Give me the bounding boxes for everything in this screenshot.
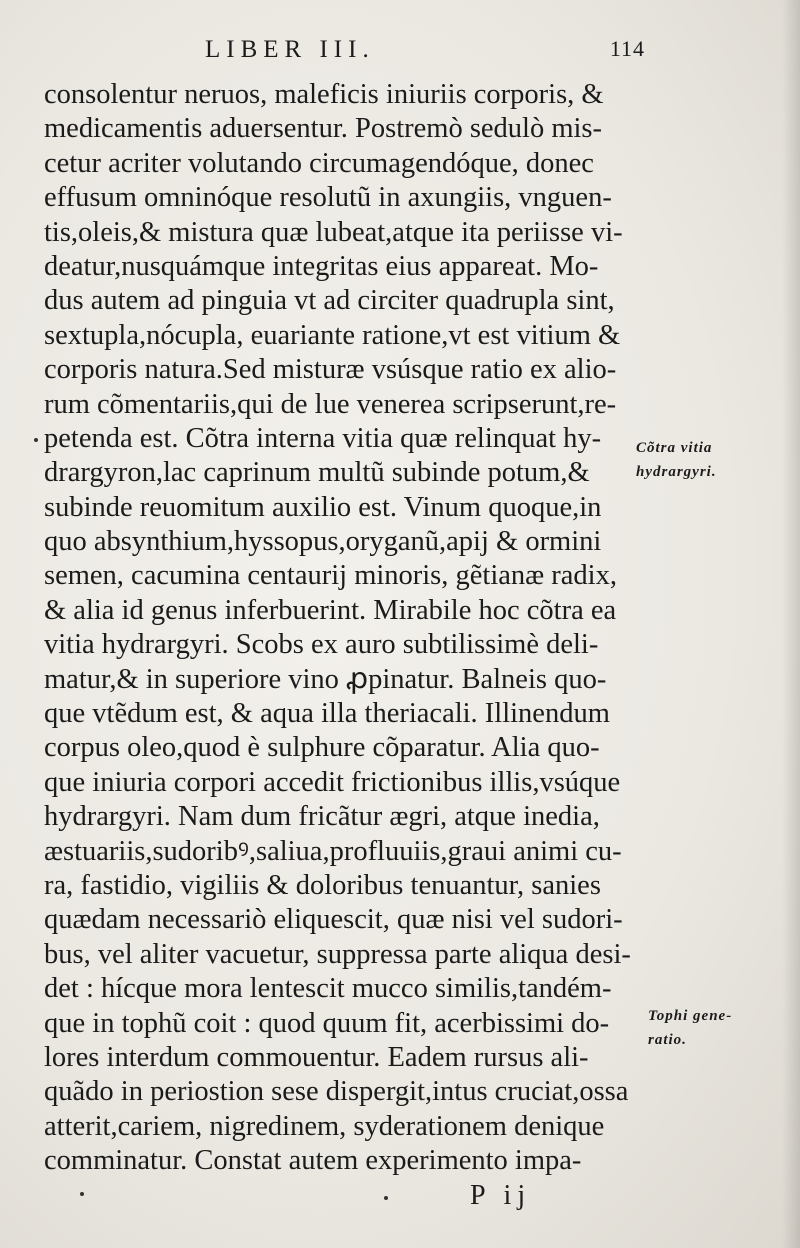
text-line: subinde reuomitum auxilio est. Vinum quoque,in [44, 491, 602, 523]
text-line: rum cõmentariis,qui de lue venerea scripserunt,re- [44, 388, 617, 420]
text-line: que in tophũ coit : quod quum fit, acerbissimi do- [44, 1007, 610, 1039]
text-line: que iniuria corpori accedit frictionibus illis,vsúque [44, 766, 621, 798]
text-line: deatur,nusquámque integritas eius appareat. Mo- [44, 250, 599, 282]
text-line: petenda est. Cõtra interna vitia quæ relinquat hy- [44, 422, 602, 454]
text-line: det : hícque mora lentescit mucco similis,tandém- [44, 973, 612, 1005]
running-head: LIBER III. [205, 36, 375, 63]
text-line: consolentur neruos, maleficis iniuriis corporis, & [44, 79, 604, 110]
marginal-note-line: Tophi gene- [648, 1008, 733, 1024]
text-line: corpus oleo,quod è sulphure cõparatur. Alia quo- [44, 732, 600, 764]
text-line: corporis natura.Sed misturæ vsúsque ratio ex alio- [44, 354, 617, 386]
marginal-note-contra-vitia [636, 436, 776, 484]
text-line: matur,& in superiore vino ꝓpinatur. Balneis quo- [44, 663, 607, 695]
text-line: lores interdum commouentur. Eadem rursus ali- [44, 1041, 589, 1073]
text-line: dus autem ad pinguia vt ad circiter quadrupla sint, [44, 285, 615, 317]
text-line: effusum omninóque resolutũ in axungiis, vnguen- [44, 182, 612, 214]
ink-speck [80, 1192, 84, 1196]
ink-speck [34, 438, 38, 442]
marginal-note-line: hydrargyri. [636, 464, 717, 480]
main-text-block [44, 78, 640, 1179]
text-line: & alia id genus inferbuerint. Mirabile hoc cõtra ea [44, 594, 617, 626]
text-line: comminatur. Constat autem experimento impa- [44, 1145, 582, 1177]
text-line: atterit,cariem, nigredinem, syderationem denique [44, 1110, 605, 1142]
text-line: semen, cacumina centaurij minoris, gẽtianæ radix, [44, 560, 617, 592]
signature-mark: P ij [470, 1180, 532, 1211]
text-line: quãdo in periostion sese dispergit,intus cruciat,ossa [44, 1076, 629, 1108]
text-line: quædam necessariò eliquescit, quæ nisi vel sudori- [44, 904, 623, 936]
text-line: sextupla,nócupla, euariante ratione,vt est vitium & [44, 319, 621, 351]
text-line: cetur acriter volutando circumagendóque, donec [44, 147, 594, 179]
text-line: quo absynthium,hyssopus,oryganũ,apij & ormini [44, 526, 602, 558]
marginal-note-tophi [648, 1004, 788, 1052]
marginal-note-line: Cõtra vitia [636, 440, 713, 456]
text-line: drargyron,lac caprinum multũ subinde potum,& [44, 457, 590, 489]
marginal-note-line: ratio. [648, 1032, 687, 1048]
text-line: tis,oleis,& mistura quæ lubeat,atque ita periisse vi- [44, 216, 623, 248]
text-line: ra, fastidio, vigiliis & doloribus tenuantur, sanies [44, 869, 601, 901]
text-line: bus, vel aliter vacuetur, suppressa parte aliqua desi- [44, 938, 631, 970]
folio-number: 114 [609, 36, 645, 61]
text-line: hydrargyri. Nam dum fricãtur ægri, atque inedia, [44, 801, 600, 833]
page-header [205, 36, 645, 70]
text-line: que vtẽdum est, & aqua illa theriacali. Illinendum [44, 698, 610, 730]
page-edge-shadow [782, 0, 800, 1248]
text-line: vitia hydrargyri. Scobs ex auro subtilissimè deli- [44, 629, 599, 661]
ink-speck [384, 1196, 388, 1200]
text-line: æstuariis,sudoribꝰ,saliua,profluuiis,graui animi cu- [44, 835, 622, 867]
text-line: medicamentis aduersentur. Postremò sedulò mis- [44, 113, 603, 145]
